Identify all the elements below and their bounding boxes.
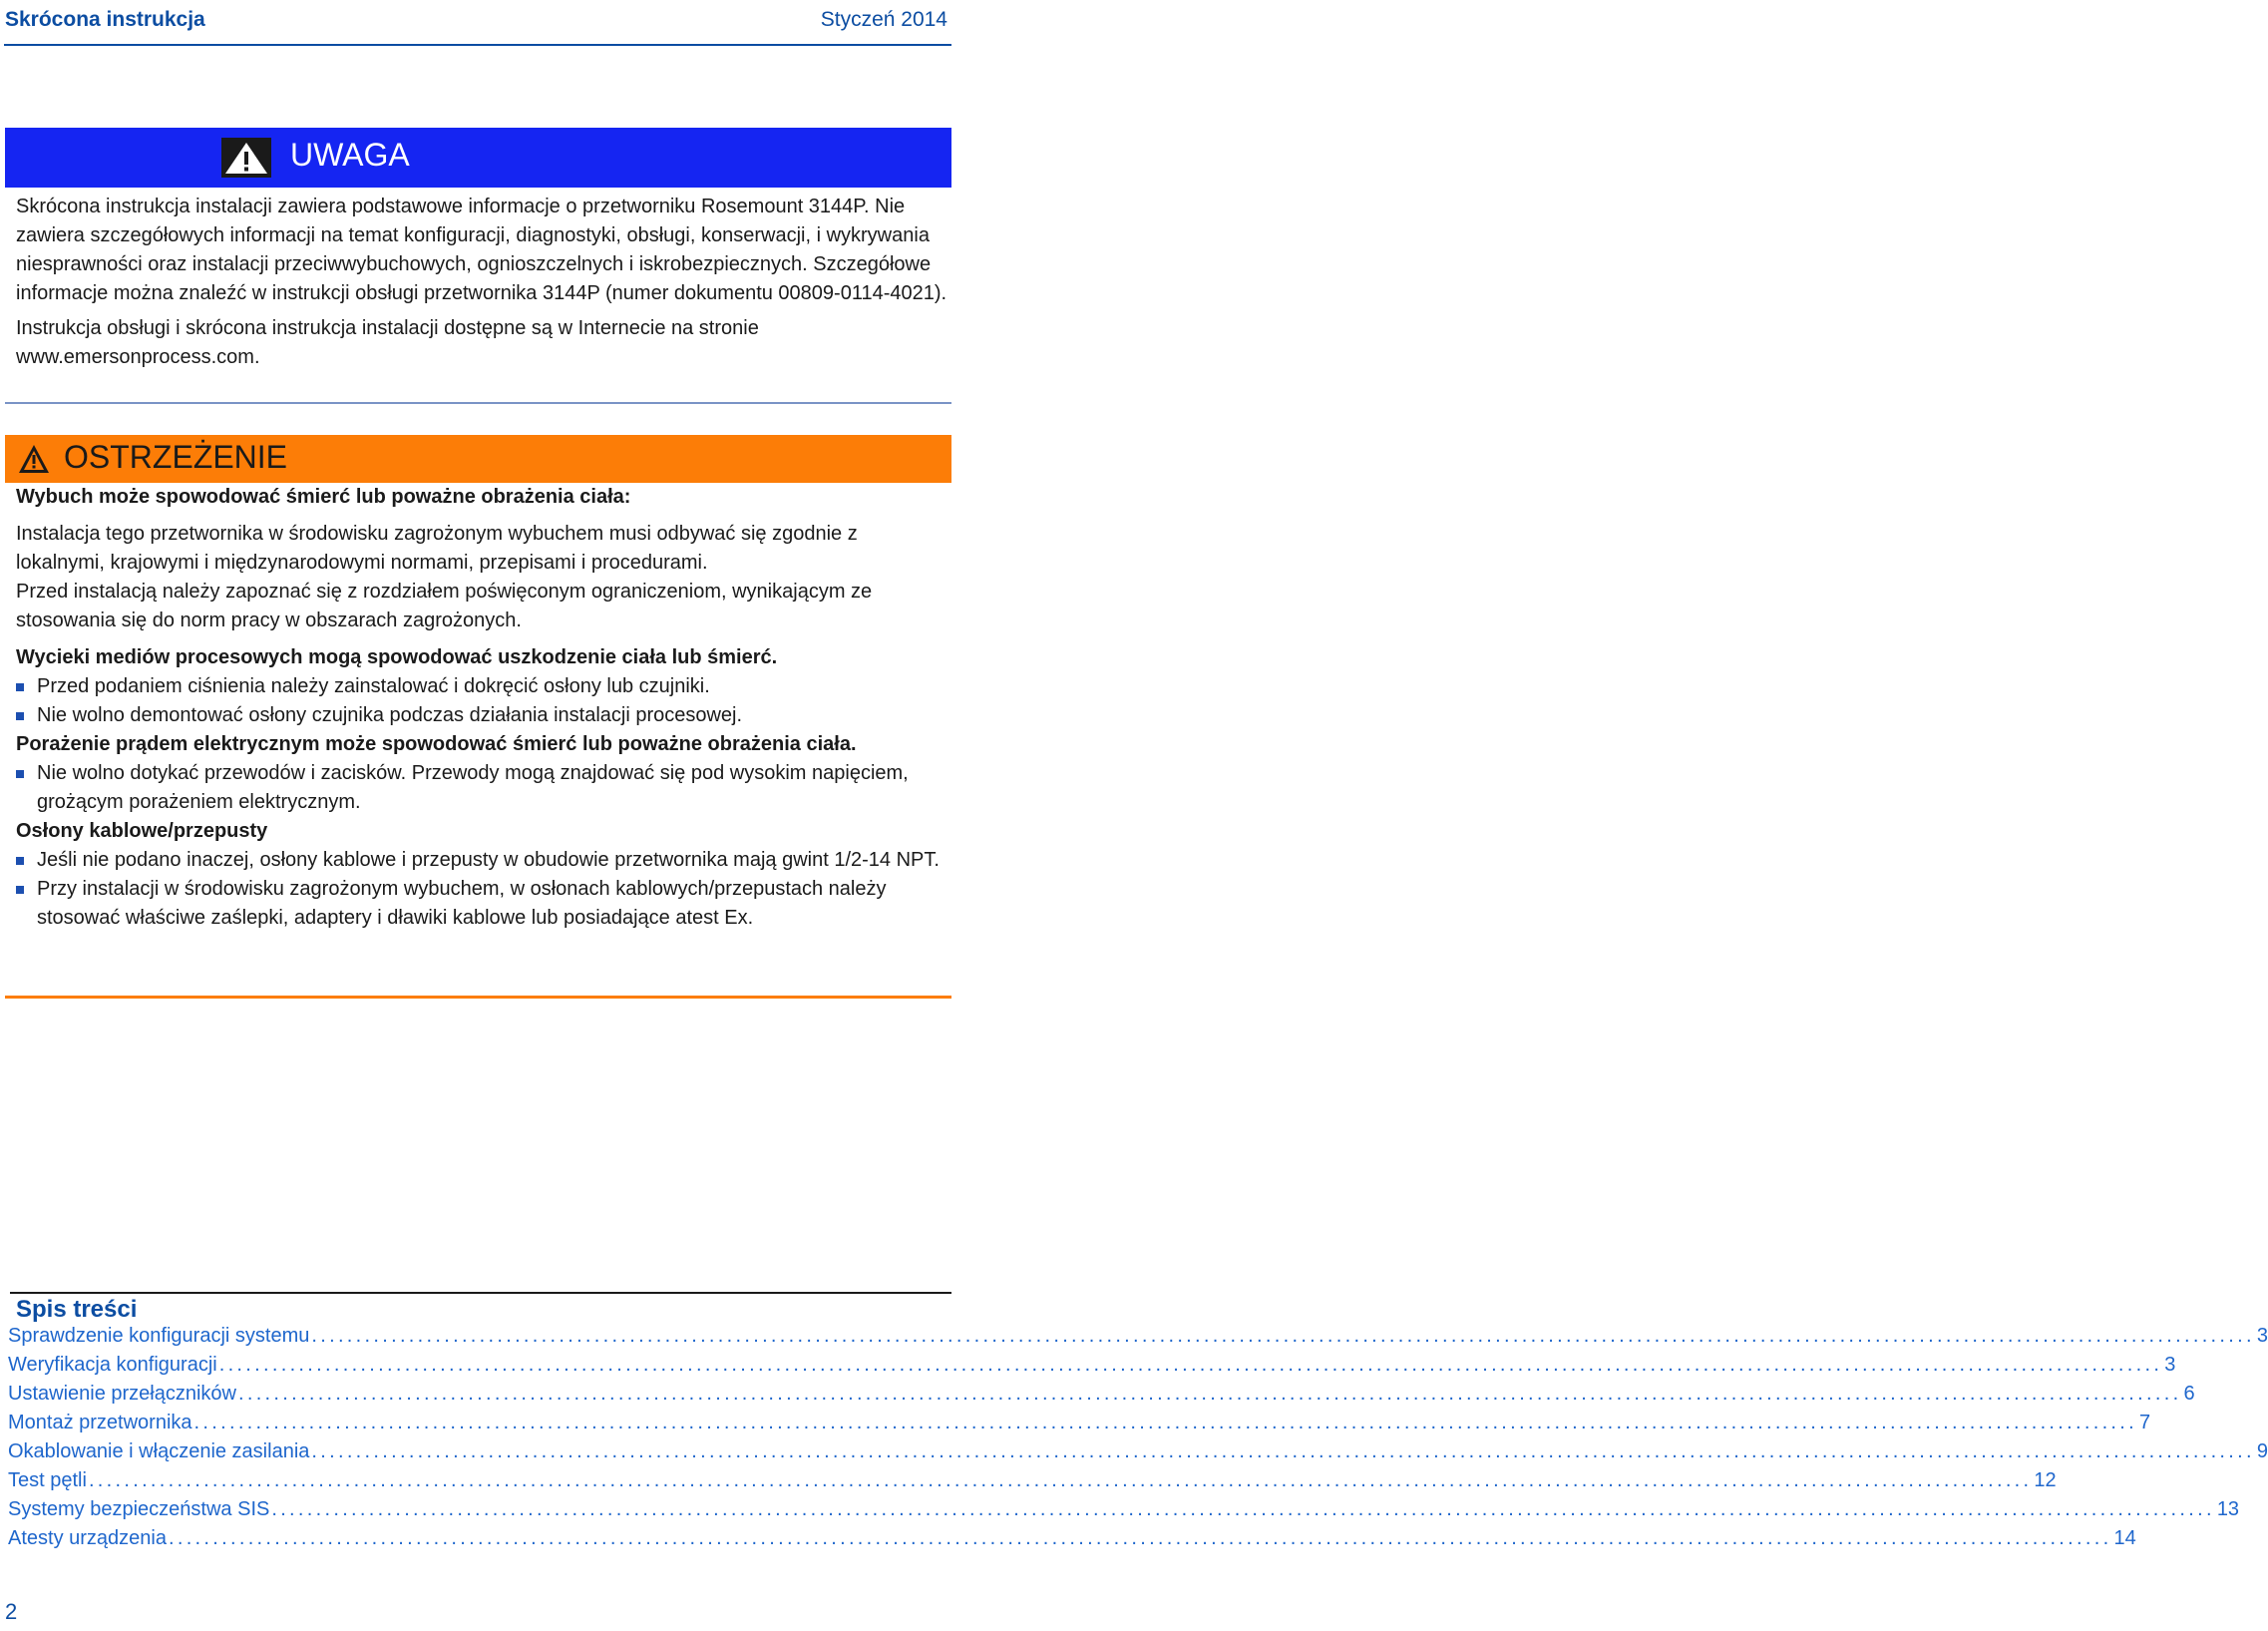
toc-entry-label[interactable]: Atesty urządzenia <box>8 1527 167 1549</box>
toc-entry-label[interactable]: Ustawienie przełączników <box>8 1383 236 1405</box>
toc-entry[interactable] <box>8 1498 2240 1527</box>
toc-entry[interactable] <box>8 1527 2136 1556</box>
toc-entry-label[interactable]: Montaż przetwornika <box>8 1412 192 1433</box>
toc-entry-page[interactable]: 3 <box>2164 1354 2176 1376</box>
warning-triangle-icon <box>17 443 51 475</box>
notice-banner <box>5 128 951 188</box>
table-of-contents <box>8 1325 2268 1556</box>
list-item <box>16 672 948 701</box>
toc-entry-label[interactable]: Test pętli <box>8 1469 87 1491</box>
toc-title: Spis treści <box>16 1296 138 1323</box>
warning-heading: Wycieki mediów procesowych mogą spowodować uszkodzenie ciała lub śmierć. <box>16 646 778 668</box>
bullet-square-icon <box>16 770 24 778</box>
notice-paragraph: Instrukcja obsługi i skrócona instrukcja instalacji dostępne są w Internecie na stronie www.emersonprocess.com. <box>16 317 759 368</box>
toc-entry-page[interactable]: 9 <box>2256 1440 2268 1462</box>
toc-leader: ............................................................................................................................................................................................................................ <box>271 1498 2215 1520</box>
toc-entry[interactable] <box>8 1412 2151 1440</box>
toc-entry-page[interactable]: 3 <box>2256 1325 2268 1347</box>
toc-leader: ............................................................................................................................................................................................................................ <box>88 1469 2033 1491</box>
list-item <box>16 701 948 730</box>
toc-entry-page[interactable]: 12 <box>2034 1469 2057 1491</box>
page-number: 2 <box>5 1599 18 1624</box>
warning-body <box>16 483 948 933</box>
notice-title: UWAGA <box>290 137 410 173</box>
toc-entry-page[interactable]: 6 <box>2183 1383 2195 1405</box>
list-item-text: Nie wolno dotykać przewodów i zacisków. Przewody mogą znajdować się pod wysokim napięciem, grożącym porażeniem elektrycznym. <box>37 762 909 813</box>
warning-paragraph: Instalacja tego przetwornika w środowisku zagrożonym wybuchem musi odbywać się zgodnie z lokalnymi, krajowymi i międzynarodowymi normami, przepisami i procedurami. <box>16 523 858 574</box>
toc-leader: ............................................................................................................................................................................................................................ <box>237 1383 2182 1405</box>
toc-entry-page[interactable]: 14 <box>2113 1527 2136 1549</box>
list-item <box>16 846 948 875</box>
warning-title: OSTRZEŻENIE <box>64 439 288 475</box>
toc-entry[interactable] <box>8 1440 2268 1469</box>
bullet-square-icon <box>16 886 24 894</box>
bullet-square-icon <box>16 712 24 720</box>
toc-entry[interactable] <box>8 1354 2176 1383</box>
toc-leader: ............................................................................................................................................................................................................................ <box>193 1412 2137 1433</box>
toc-leader: ............................................................................................................................................................................................................................ <box>168 1527 2112 1549</box>
list-item-text: Jeśli nie podano inaczej, osłony kablowe i przepusty w obudowie przetwornika mają gwint 1/2-14 NPT. <box>37 849 940 871</box>
notice-body <box>16 193 948 378</box>
list-item <box>16 759 948 817</box>
header-divider <box>4 44 951 46</box>
bullet-square-icon <box>16 857 24 865</box>
toc-entry[interactable] <box>8 1469 2057 1498</box>
bullet-square-icon <box>16 683 24 691</box>
notice-divider <box>5 402 951 404</box>
header-title: Skrócona instrukcja <box>5 8 205 31</box>
toc-divider <box>10 1292 951 1294</box>
toc-leader: ............................................................................................................................................................................................................................ <box>218 1354 2163 1376</box>
toc-entry-label[interactable]: Weryfikacja konfiguracji <box>8 1354 217 1376</box>
toc-entry-page[interactable]: 13 <box>2216 1498 2240 1520</box>
toc-entry-label[interactable]: Sprawdzenie konfiguracji systemu <box>8 1325 310 1347</box>
notice-paragraph: Skrócona instrukcja instalacji zawiera podstawowe informacje o przetworniku Rosemount 3144P. Nie zawiera szczegółowych informacji na temat konfiguracji, diagnostyki, obsługi, konserwacji, i wykrywania niesprawności oraz instalacji przeciwwybuchowych, ognioszczelnych i iskrobezpiecznych. Szczegółowe informacje można znaleźć w instrukcji obsługi przetwornika 3144P (numer dokumentu 00809-0114-4021). <box>16 196 947 304</box>
list-item <box>16 875 948 933</box>
toc-entry[interactable] <box>8 1383 2195 1412</box>
toc-leader: ............................................................................................................................................................................................................................ <box>311 1440 2255 1462</box>
warning-divider <box>5 996 951 999</box>
header-date: Styczeń 2014 <box>820 8 947 31</box>
warning-heading: Osłony kablowe/przepusty <box>16 820 268 842</box>
list-item-text: Przy instalacji w środowisku zagrożonym wybuchem, w osłonach kablowych/przepustach należy stosować właściwe zaślepki, adaptery i dławiki kablowe lub posiadające atest Ex. <box>37 878 887 929</box>
warning-triangle-icon <box>221 138 271 178</box>
toc-entry[interactable] <box>8 1325 2268 1354</box>
list-item-text: Nie wolno demontować osłony czujnika podczas działania instalacji procesowej. <box>37 704 743 726</box>
warning-heading: Wybuch może spowodować śmierć lub poważne obrażenia ciała: <box>16 486 631 508</box>
warning-heading: Porażenie prądem elektrycznym może spowodować śmierć lub poważne obrażenia ciała. <box>16 733 857 755</box>
toc-leader: ............................................................................................................................................................................................................................ <box>311 1325 2255 1347</box>
toc-entry-label[interactable]: Okablowanie i włączenie zasilania <box>8 1440 310 1462</box>
list-item-text: Przed podaniem ciśnienia należy zainstalować i dokręcić osłony lub czujniki. <box>37 675 710 697</box>
toc-entry-label[interactable]: Systemy bezpieczeństwa SIS <box>8 1498 270 1520</box>
toc-entry-page[interactable]: 7 <box>2139 1412 2151 1433</box>
warning-paragraph: Przed instalacją należy zapoznać się z rozdziałem poświęconym ograniczeniom, wynikającym ze stosowania się do norm pracy w obszarach zagrożonych. <box>16 581 873 631</box>
